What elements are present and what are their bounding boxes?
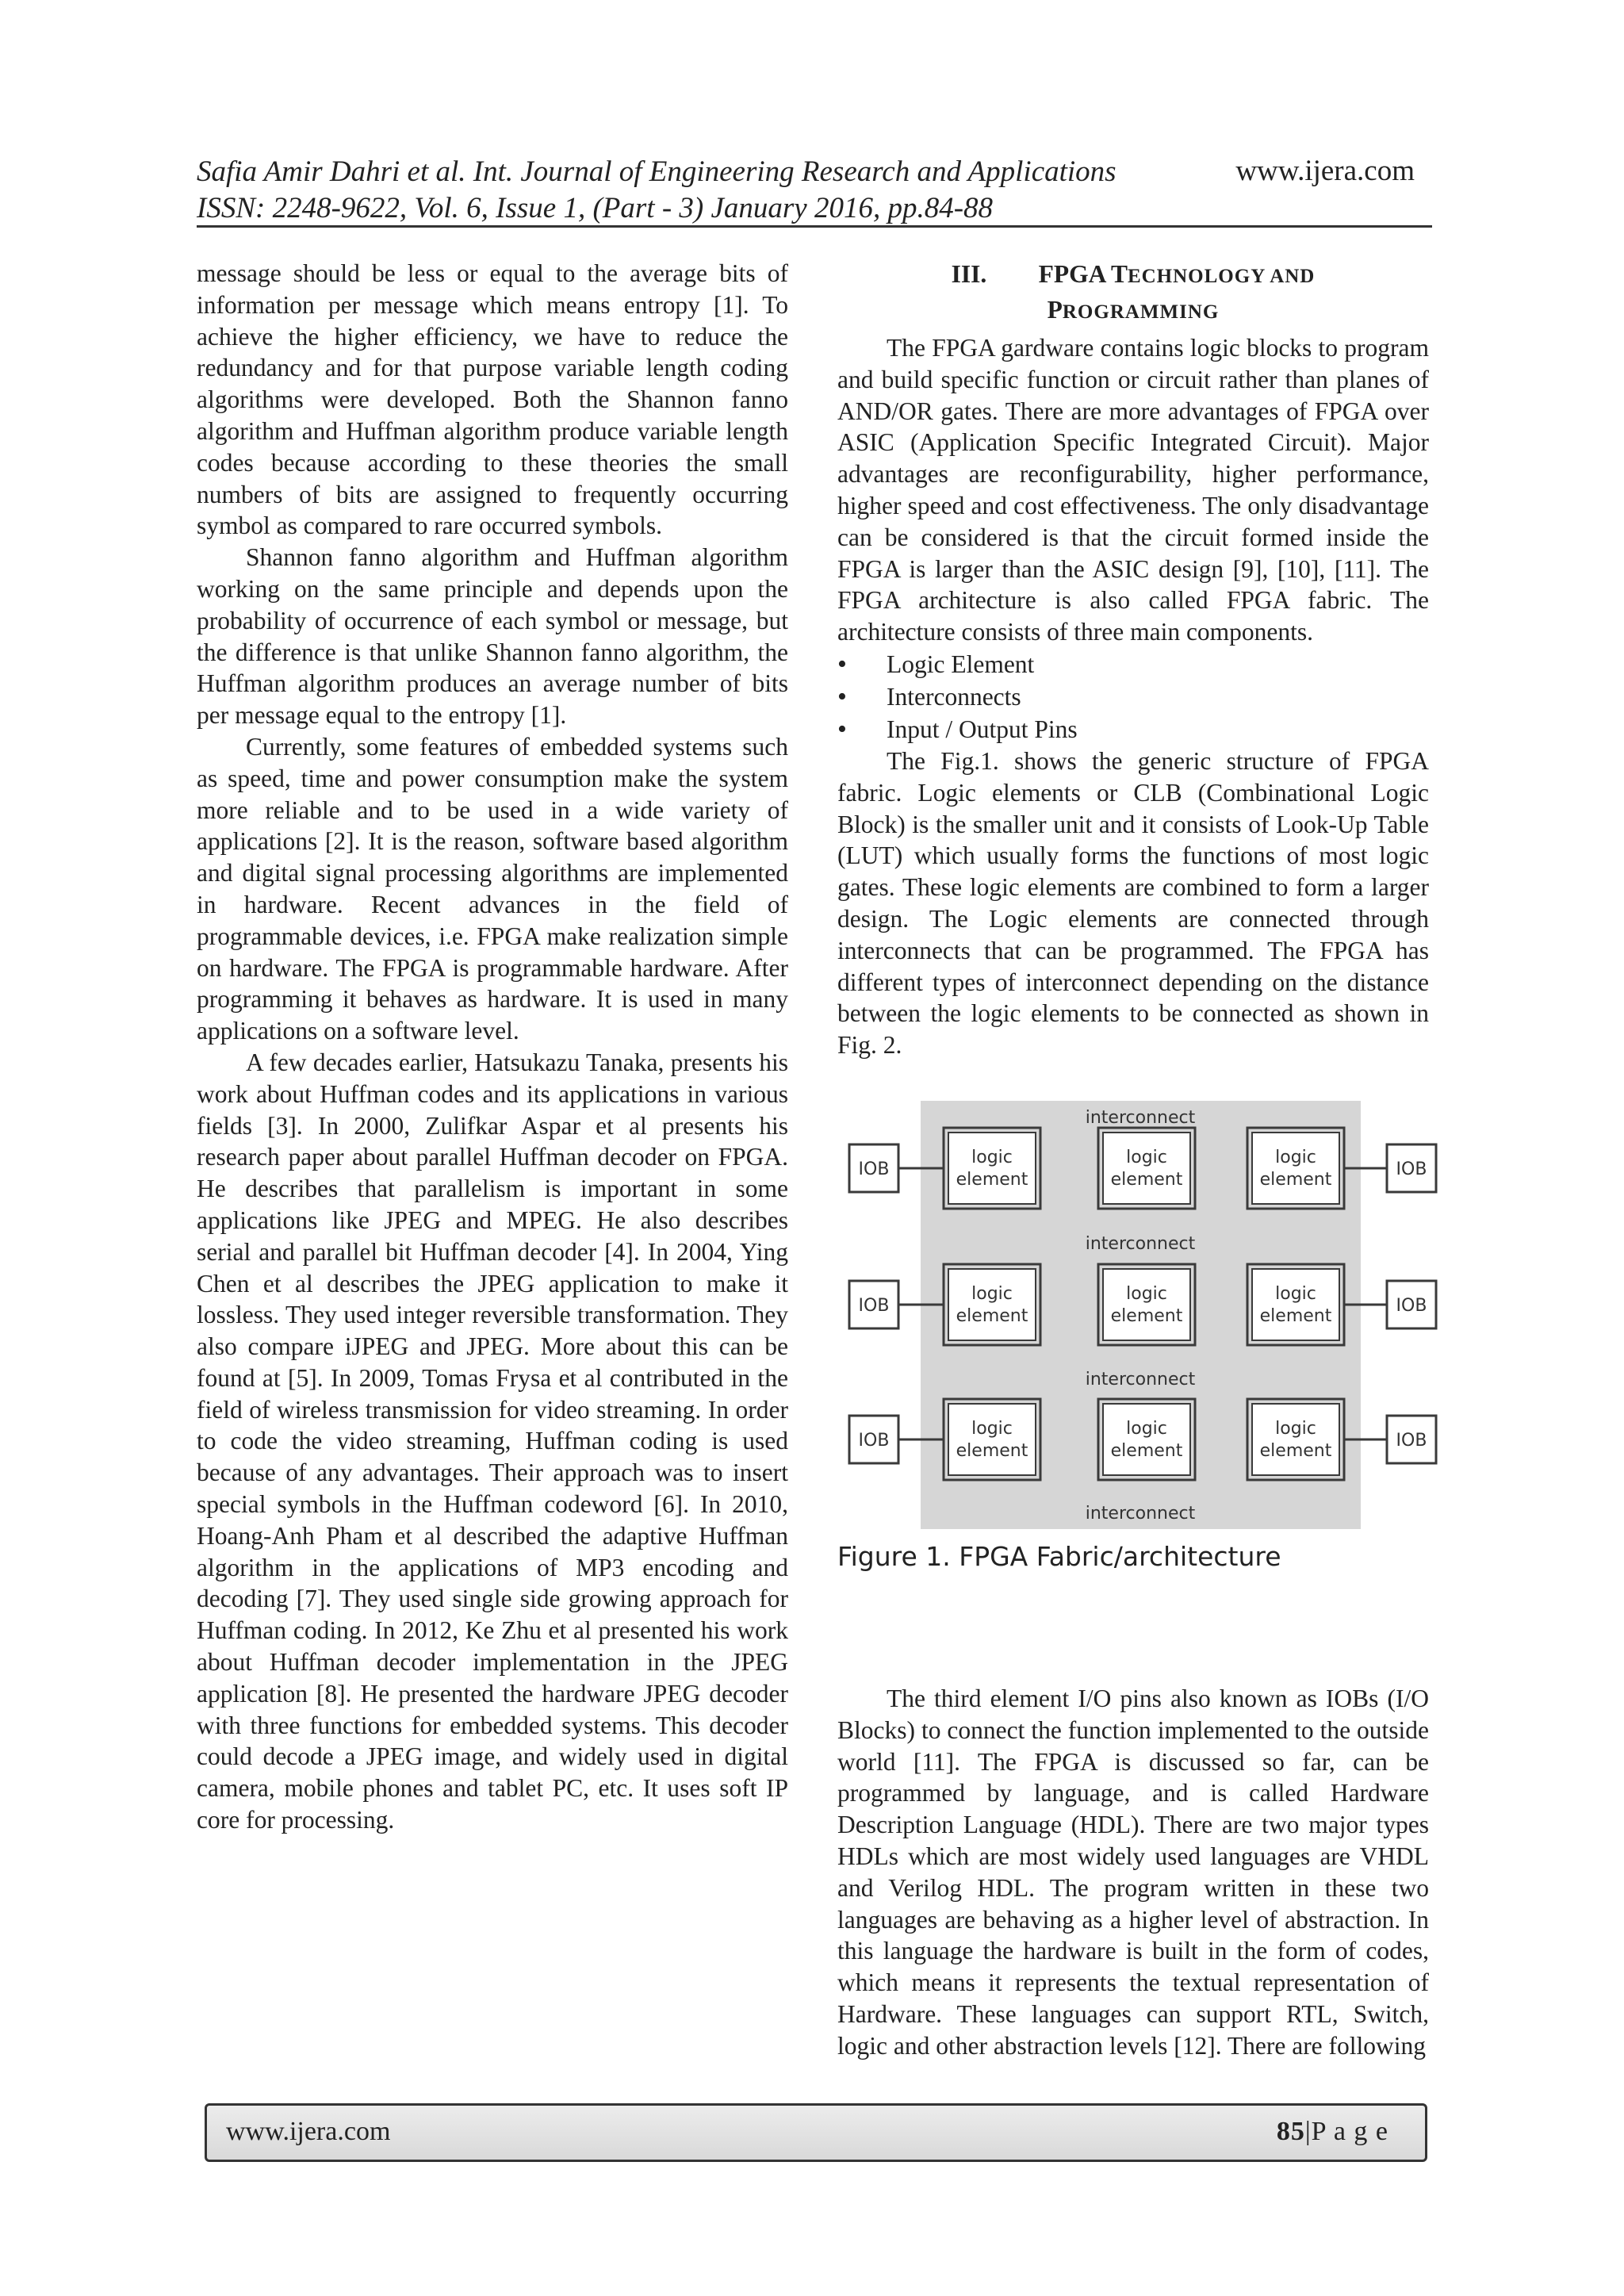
logic-element — [948, 1133, 1036, 1204]
interconnect-label: interconnect — [1085, 1108, 1196, 1128]
paragraph: The third element I/O pins also known as IOBs (I/O Blocks) to connect the function implemented to the outside world [11]. The FPGA is discussed so far, can be programmed by language, and is called Hardware Description Language (HDL). There are two major types HDLs which are most widely used languages are VHDL and Verilog HDL. The program written in these two languages are behaving as a higher level of abstraction. In this language the hardware is built in the form of codes, which means it represents the textual representation of Hardware. These languages can support RTL, Switch, logic and other abstraction levels [12]. There are following — [837, 1685, 1429, 2060]
logic-element — [1252, 1404, 1339, 1475]
logic-element-label: element — [1259, 1441, 1332, 1461]
paragraph: message should be less or equal to the average bits of information per message which means entropy [1]. To achieve the higher efficiency, we have to reduce the redundancy and for that purpose variable length coding algorithms were developed. Both the Shannon fanno algorithm and Huffman algorithm produce variable length codes because according to these theories the small numbers of bits are assigned to frequently occurring symbol as compared to rare occurred symbols. — [197, 259, 788, 540]
left-column — [197, 258, 788, 1836]
logic-element-label: logic — [971, 1148, 1013, 1167]
page-footer — [205, 2103, 1427, 2162]
right-column — [837, 258, 1429, 1061]
header-url[interactable]: www.ijera.com — [1235, 155, 1415, 187]
paragraph: The Fig.1. shows the generic structure of FPGA fabric. Logic elements or CLB (Combinational Logic Block) is the smaller unit and it consists of Look-Up Table (LUT) which usually forms the functions of most logic gates. These logic elements are combined to form a larger design. The Logic elements are connected through interconnects that can be programmed. The FPGA has different types of interconnect depending on the distance between the logic elements to be connected as shown in Fig. 2. — [837, 746, 1429, 1060]
list-item: • Input / Output Pins — [837, 713, 1429, 746]
page-header — [197, 154, 1432, 227]
interconnect-label: interconnect — [1085, 1504, 1196, 1524]
logic-element-label: element — [956, 1306, 1028, 1326]
section-number: III. — [951, 260, 987, 288]
iob-label: IOB — [858, 1159, 890, 1179]
section-title-part: P — [1047, 296, 1063, 324]
header-rule — [197, 225, 1432, 228]
section-heading — [837, 258, 1429, 329]
interconnect-label: interconnect — [1085, 1234, 1196, 1254]
header-citation: Safia Amir Dahri et al. Int. Journal of Engineering Research and Applications — [197, 155, 1116, 188]
logic-element-label: element — [1110, 1441, 1183, 1461]
list-item: • Interconnects — [837, 680, 1429, 713]
list-item: • Logic Element — [837, 648, 1429, 680]
logic-element-label: element — [956, 1441, 1028, 1461]
logic-element-label: element — [1259, 1170, 1332, 1190]
right-column-continued — [837, 1683, 1429, 2062]
paragraph: The FPGA gardware contains logic blocks to program and build specific function or circuit rather than planes of AND/OR gates. There are more advantages of FPGA over ASIC (Application Specific Integrated Circuit). Major advantages are reconfigurability, higher performance, higher speed and cost effectiveness. The only disadvantage can be considered is that the circuit formed inside the FPGA is larger than the ASIC design [9], [10], [11]. The FPGA architecture is also called FPGA fabric. The architecture consists of three main components. — [837, 334, 1429, 646]
section-title-part: ROGRAMMING — [1062, 301, 1220, 323]
fpga-fabric-diagram — [845, 1097, 1443, 1541]
logic-element — [1103, 1269, 1190, 1340]
logic-element-label: logic — [971, 1419, 1013, 1439]
logic-element-label: element — [1110, 1306, 1183, 1326]
logic-element-label: logic — [1126, 1148, 1167, 1167]
iob-label: IOB — [858, 1431, 890, 1451]
logic-element-label: element — [1259, 1306, 1332, 1326]
figure-caption: Figure 1. FPGA Fabric/architecture — [837, 1541, 1281, 1572]
logic-element — [948, 1404, 1036, 1475]
logic-element — [1103, 1133, 1190, 1204]
logic-element-label: logic — [1275, 1284, 1316, 1304]
page-number-value: 85 — [1276, 2117, 1305, 2146]
logic-element — [948, 1269, 1036, 1340]
logic-element — [1252, 1269, 1339, 1340]
logic-element-label: logic — [1275, 1419, 1316, 1439]
logic-element — [1252, 1133, 1339, 1204]
logic-element-label: logic — [1126, 1284, 1167, 1304]
header-issn: ISSN: 2248-9622, Vol. 6, Issue 1, (Part - 3) January 2016, pp.84-88 — [197, 192, 994, 224]
logic-element-label: logic — [1126, 1419, 1167, 1439]
component-list — [837, 648, 1429, 746]
iob-label: IOB — [1396, 1159, 1427, 1179]
logic-element-label: logic — [1275, 1148, 1316, 1167]
iob-label: IOB — [858, 1296, 890, 1316]
logic-element-label: logic — [971, 1284, 1013, 1304]
logic-element — [1103, 1404, 1190, 1475]
iob-label: IOB — [1396, 1296, 1427, 1316]
footer-url[interactable]: www.ijera.com — [226, 2117, 391, 2146]
paragraph: Currently, some features of embedded systems such as speed, time and power consumption make the system more reliable and to be used in a wide variety of applications [2]. It is the reason, software based algorithm and digital signal processing algorithms are implemented in hardware. Recent advances in the field of programmable devices, i.e. FPGA make realization simple on hardware. The FPGA is programmable hardware. After programming it behaves as hardware. It is used in many applications on a software level. — [197, 732, 788, 1045]
paragraph: A few decades earlier, Hatsukazu Tanaka, presents his work about Huffman codes and its applications in various fields [3]. In 2000, Zulifkar Aspar et al presents his research paper about parallel Huffman decoder on FPGA. He describes that parallelism is important in some applications like JPEG and MPEG. He also describes serial and parallel bit Huffman decoder [4]. In 2004, Ying Chen et al describes the JPEG application to make it lossless. They used integer reversible transformation. They also compare iJPEG and JPEG. More about this can be found at [5]. In 2009, Tomas Frysa et al contributed in the field of wireless transmission for video streaming. In order to code the video streaming, Huffman coding is used because of any advantages. Their approach was to insert special symbols in the Huffman codeword [6]. In 2010, Hoang-Anh Pham et al described the adaptive Huffman algorithm in the applications of MP3 encoding and decoding [7]. They used single side growing approach for Huffman coding. In 2012, Ke Zhu et al presented his work about Huffman decoder implementation in the JPEG application [8]. He presented the hardware JPEG decoder with three functions for embedded systems. This decoder could decode a JPEG image, and widely used in digital camera, mobile phones and tablet PC, etc. It uses soft IP core for processing. — [197, 1048, 788, 1834]
section-title-part: FPGA T — [1038, 260, 1128, 288]
interconnect-label: interconnect — [1085, 1370, 1196, 1389]
section-title-part: ECHNOLOGY AND — [1127, 266, 1316, 287]
iob-label: IOB — [1396, 1431, 1427, 1451]
page-label: |P a g e — [1304, 2117, 1388, 2146]
logic-element-label: element — [1110, 1170, 1183, 1190]
paragraph: Shannon fanno algorithm and Huffman algorithm working on the same principle and depends upon the probability of occurrence of each symbol or message, but the difference is that unlike Shannon fanno algorithm, the Huffman algorithm produces an average number of bits per message equal to the entropy [1]. — [197, 543, 788, 730]
logic-element-label: element — [956, 1170, 1028, 1190]
page-number — [1277, 2117, 1388, 2147]
